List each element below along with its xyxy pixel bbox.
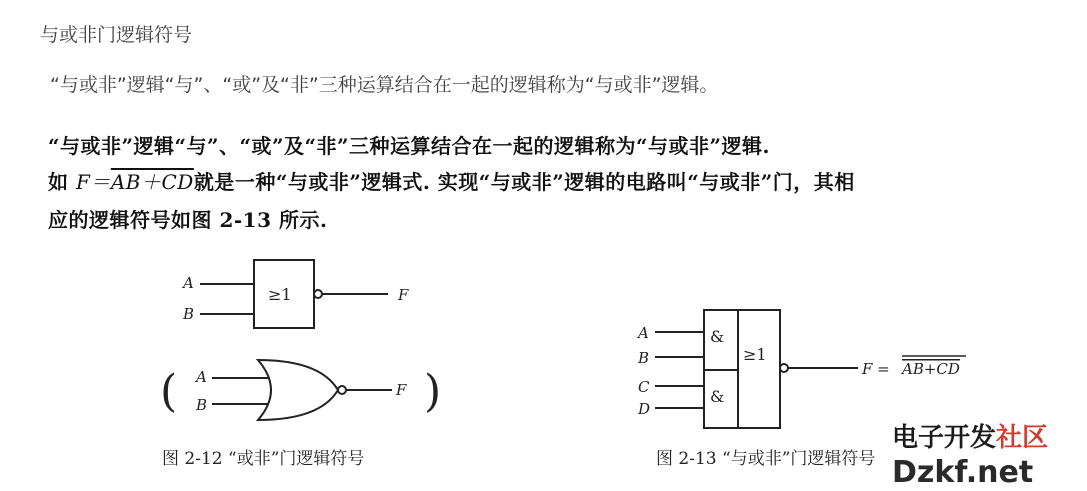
fig12-alt-label-b: B [196, 396, 208, 414]
formula-rhs: AB＋CD [110, 170, 194, 194]
fig12-caption: 图 2-12 “或非”门逻辑符号 [162, 449, 365, 469]
scan-text-line-3: 应的逻辑符号如图 2-13 所示. [48, 208, 328, 232]
aoi-or-box [738, 310, 780, 428]
figures-canvas [0, 120, 1087, 491]
fig12-box-symbol: ≥1 [268, 285, 292, 304]
watermark-part-1: 电子开发 [892, 423, 997, 453]
fig13-label-d: D [638, 400, 651, 418]
scan-text-line-1: “与或非”逻辑“与”、“或”及“非”三种运算结合在一起的逻辑称为“与或非”逻辑. [48, 134, 771, 158]
fig13-output-expr: AB+CD [902, 360, 960, 378]
watermark-line-2: Dzkf.net [892, 455, 1034, 490]
line2-prefix: 如 [48, 170, 76, 194]
page-title: 与或非门逻辑符号 [40, 24, 193, 46]
fig13-or-symbol: ≥1 [743, 345, 767, 364]
nor-inversion-bubble [314, 290, 322, 298]
formula-lhs: F＝ [75, 170, 111, 194]
fig12-label-b: B [183, 305, 195, 323]
intro-paragraph: “与或非”逻辑“与”、“或”及“非”三种运算结合在一起的逻辑称为“与或非”逻辑。 [50, 74, 719, 96]
figure-2-13 [655, 310, 858, 428]
nor-alt-bubble [338, 386, 346, 394]
fig12-alt-label-f: F [396, 381, 407, 399]
fig13-label-b: B [638, 349, 650, 367]
fig12-open-paren: ( [160, 366, 178, 417]
fig13-output-label: F = [862, 360, 890, 378]
figure-2-12 [200, 260, 392, 420]
line2-suffix: 就是一种“与或非”逻辑式. 实现“与或非”逻辑的电路叫“与或非”门，其相 [193, 170, 855, 194]
fig13-and-bottom-symbol: & [710, 387, 725, 406]
fig12-alt-label-a: A [196, 368, 207, 386]
fig13-label-a: A [638, 324, 649, 342]
fig12-label-a: A [183, 274, 194, 292]
fig12-label-f: F [398, 286, 409, 304]
watermark-line-1 [892, 422, 1048, 453]
fig13-label-c: C [638, 378, 650, 396]
fig13-caption: 图 2-13 “与或非”门逻辑符号 [656, 449, 876, 469]
watermark-part-2: 社区 [996, 423, 1049, 453]
aoi-inversion-bubble [780, 364, 788, 372]
nor-distinctive-shape [258, 360, 338, 420]
scanned-textbook-image [0, 120, 1087, 491]
fig13-and-top-symbol: & [710, 327, 725, 346]
fig12-close-paren: ) [424, 366, 442, 417]
